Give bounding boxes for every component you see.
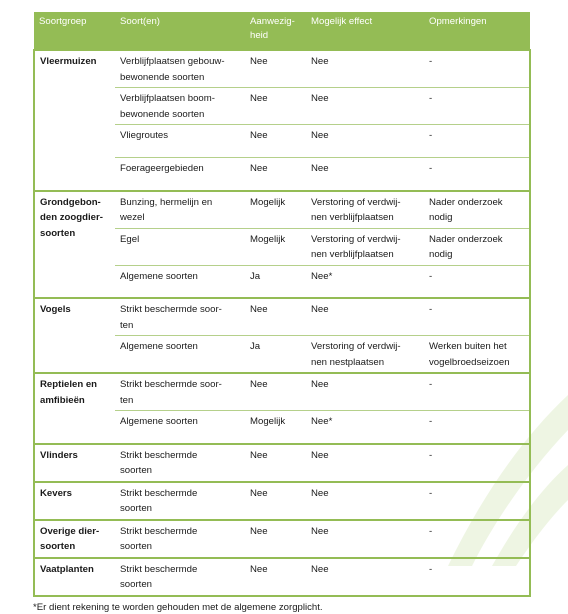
species-cell: Egel (115, 228, 245, 265)
table-row (34, 191, 530, 229)
effect-cell: Nee (306, 125, 424, 158)
effect-cell: Nee* (306, 265, 424, 298)
species-cell: Verblijfplaatsen boom- bewonende soorten (115, 88, 245, 125)
species-cell: Strikt beschermde soorten (115, 520, 245, 558)
presence-cell: Nee (245, 482, 306, 520)
presence-cell: Nee (245, 520, 306, 558)
presence-cell: Mogelijk (245, 411, 306, 444)
remarks-cell: - (424, 411, 530, 444)
table-row (34, 520, 530, 558)
remarks-cell: - (424, 265, 530, 298)
table-row (34, 558, 530, 596)
effect-cell: Nee (306, 558, 424, 596)
presence-cell: Nee (245, 88, 306, 125)
species-group-cell: Overige dier- soorten (34, 520, 115, 558)
remarks-cell: Nader onderzoek nodig (424, 228, 530, 265)
header-aanwezigheid (245, 12, 306, 50)
effect-cell: Nee* (306, 411, 424, 444)
footnote: *Er dient rekening te worden gehouden met de algemene zorgplicht. (33, 601, 323, 613)
effect-cell: Verstoring of verdwij- nen verblijfplaatsen (306, 191, 424, 229)
header-opmerkingen: Opmerkingen (424, 12, 530, 50)
presence-cell: Mogelijk (245, 228, 306, 265)
table-body (34, 50, 530, 596)
species-cell: Strikt beschermde soorten (115, 558, 245, 596)
presence-cell: Nee (245, 373, 306, 411)
remarks-cell: - (424, 158, 530, 191)
effect-cell: Nee (306, 298, 424, 336)
remarks-cell: Werken buiten het vogelbroedseizoen (424, 336, 530, 374)
effect-cell: Verstoring of verdwij- nen verblijfplaatsen (306, 228, 424, 265)
table-row (34, 373, 530, 411)
species-group-cell: Grondgebon- den zoogdier- soorten (34, 191, 115, 299)
species-group-cell: Vleermuizen (34, 50, 115, 191)
remarks-cell: - (424, 298, 530, 336)
species-cell: Strikt beschermde soor- ten (115, 298, 245, 336)
species-cell: Algemene soorten (115, 411, 245, 444)
effect-cell: Nee (306, 50, 424, 88)
remarks-cell: - (424, 373, 530, 411)
presence-cell: Nee (245, 125, 306, 158)
species-cell: Algemene soorten (115, 265, 245, 298)
protected-species-table (33, 12, 531, 597)
remarks-cell: - (424, 558, 530, 596)
species-cell: Foerageergebieden (115, 158, 245, 191)
effect-cell: Nee (306, 88, 424, 125)
header-soorten: Soort(en) (115, 12, 245, 50)
remarks-cell: - (424, 88, 530, 125)
table-row (34, 482, 530, 520)
effect-cell: Nee (306, 158, 424, 191)
presence-cell: Nee (245, 158, 306, 191)
presence-cell: Ja (245, 265, 306, 298)
species-cell: Bunzing, hermelijn en wezel (115, 191, 245, 229)
effect-cell: Nee (306, 444, 424, 482)
table-row (34, 298, 530, 336)
remarks-cell: - (424, 444, 530, 482)
table-row (34, 50, 530, 88)
species-cell: Strikt beschermde soorten (115, 482, 245, 520)
species-group-cell: Vogels (34, 298, 115, 373)
species-cell: Algemene soorten (115, 336, 245, 374)
species-cell: Strikt beschermde soor- ten (115, 373, 245, 411)
effect-cell: Verstoring of verdwij- nen nestplaatsen (306, 336, 424, 374)
species-cell: Verblijfplaatsen gebouw- bewonende soorten (115, 50, 245, 88)
effect-cell: Nee (306, 373, 424, 411)
header-soortgroep: Soortgroep (34, 12, 115, 50)
presence-cell: Ja (245, 336, 306, 374)
presence-cell: Nee (245, 444, 306, 482)
presence-cell: Nee (245, 298, 306, 336)
species-cell: Vliegroutes (115, 125, 245, 158)
species-cell: Strikt beschermde soorten (115, 444, 245, 482)
remarks-cell: - (424, 50, 530, 88)
remarks-cell: - (424, 125, 530, 158)
remarks-cell: - (424, 520, 530, 558)
species-group-cell: Vaatplanten (34, 558, 115, 596)
presence-cell: Nee (245, 50, 306, 88)
table-row (34, 444, 530, 482)
species-group-cell: Vlinders (34, 444, 115, 482)
effect-cell: Nee (306, 520, 424, 558)
remarks-cell: - (424, 482, 530, 520)
remarks-cell: Nader onderzoek nodig (424, 191, 530, 229)
table-header-row (34, 12, 530, 50)
header-mogelijk-effect: Mogelijk effect (306, 12, 424, 50)
species-group-cell: Kevers (34, 482, 115, 520)
species-table-container (33, 12, 529, 614)
presence-cell: Nee (245, 558, 306, 596)
header-aanwezigheid-text: Aanwezig- heid (250, 16, 295, 41)
presence-cell: Mogelijk (245, 191, 306, 229)
effect-cell: Nee (306, 482, 424, 520)
species-group-cell: Reptielen en amfibieën (34, 373, 115, 444)
